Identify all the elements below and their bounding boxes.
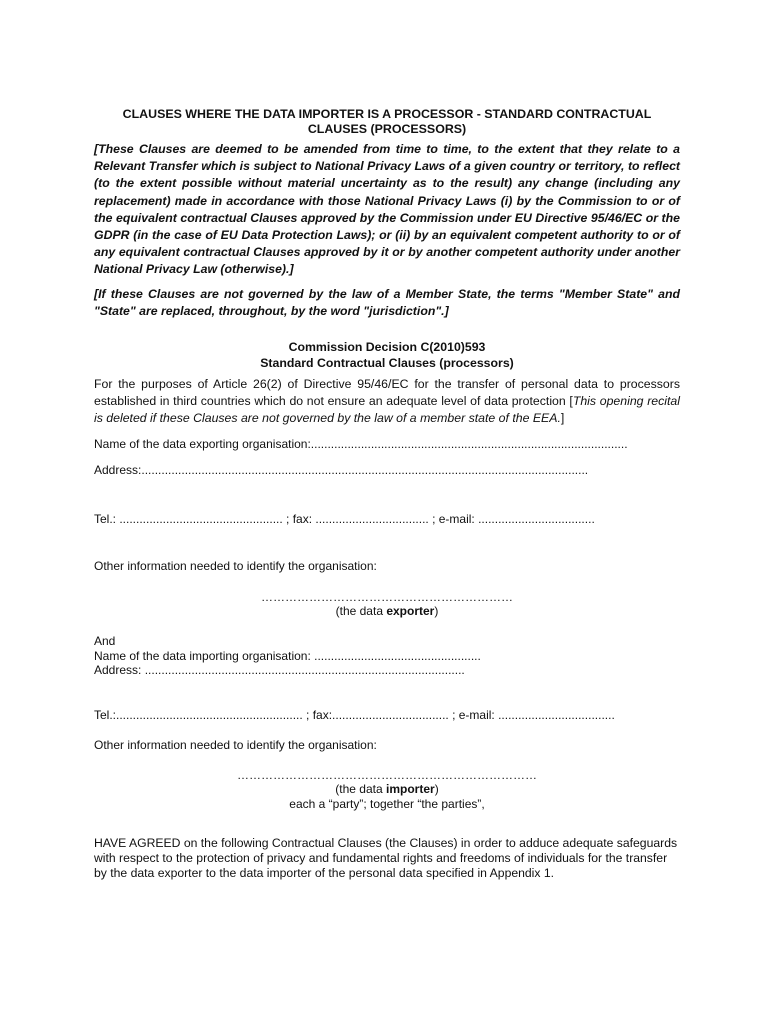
title-line-1: CLAUSES WHERE THE DATA IMPORTER IS A PROCESSOR - STANDARD CONTRACTUAL <box>122 107 652 121</box>
jurisdiction-note: [If these Clauses are not governed by the law of a Member State, the terms "Member State" and "State" are replaced, throughout, by the word "jurisdiction".] <box>94 287 680 319</box>
amendment-note: [These Clauses are deemed to be amended from time to time, to the extent that they relate to a Relevant Transfer which is subject to National Privacy Laws of a given country or territory, to reflect (to the extent possible without material uncertainty as to the result) any change (including any replacement) made in accordance with those National Privacy Laws (i) by the Commission to or of the equivalent contractual Clauses approved by the Commission under EU Directive 95/46/EC or the GDPR (in the case of EU Data Protection Laws); or (ii) by an equivalent competent authority to or of any equivalent contractual Clauses approved by it or by another competent authority under another National Privacy Law (otherwise).] <box>94 142 680 277</box>
purpose-close: ] <box>560 411 565 425</box>
exporter-role-label <box>94 604 680 619</box>
and-label: And <box>94 634 116 648</box>
exporter-role-close: ) <box>434 604 439 618</box>
purpose-text: For the purposes of Article 26(2) of Directive 95/46/EC for the transfer of personal data to processors established in third countries which do not ensure an adequate level of data protection [ <box>94 377 680 408</box>
parties-definition: each a “party”; together “the parties”, <box>289 797 485 811</box>
exporter-signature-line[interactable]: ……………………………………………………… <box>261 590 513 604</box>
exporter-contact-field[interactable]: Tel.: ................................................. ; fax: .................................. ; e-mail: ................................... <box>94 512 595 526</box>
commission-decision-heading: Commission Decision C(2010)593 <box>288 340 486 354</box>
importer-signature-line[interactable]: ………………………………………………………………… <box>237 768 537 782</box>
importer-address-field[interactable]: Address: ................................................................................................ <box>94 663 465 677</box>
exporter-role-open: (the data <box>335 604 387 618</box>
purpose-italic-note: This opening recital is deleted if these Clauses are not governed by the law of a member state of the EEA. <box>94 394 680 425</box>
exporter-other-info-label: Other information needed to identify the organisation: <box>94 559 377 573</box>
purpose-recital <box>94 376 680 427</box>
agreement-paragraph: HAVE AGREED on the following Contractual Clauses (the Clauses) in order to adduce adequate safeguards with respect to the protection of privacy and fundamental rights and freedoms of individuals for the transfer by the data exporter to the data importer of the personal data specified in Appendix 1. <box>94 836 678 881</box>
exporter-address-field[interactable]: Address:...................................................................................................................................... <box>94 463 589 477</box>
importer-role-bold: importer <box>386 782 435 796</box>
standard-clauses-heading: Standard Contractual Clauses (processors) <box>260 356 514 370</box>
importer-contact-field[interactable]: Tel.:........................................................ ; fax:................................... ; e-mail: ................................... <box>94 708 615 722</box>
importer-role-label <box>94 782 680 797</box>
title-line-2: CLAUSES (PROCESSORS) <box>307 122 467 136</box>
exporter-name-field[interactable]: Name of the data exporting organisation:............................................................................................... <box>94 437 628 451</box>
importer-name-field[interactable]: Name of the data importing organisation: .................................................. <box>94 649 481 663</box>
importer-other-info-label: Other information needed to identify the organisation: <box>94 738 377 752</box>
importer-role-open: (the data <box>335 782 386 796</box>
exporter-role-bold: exporter <box>386 604 435 618</box>
importer-role-close: ) <box>434 782 439 796</box>
document-title <box>94 107 680 137</box>
